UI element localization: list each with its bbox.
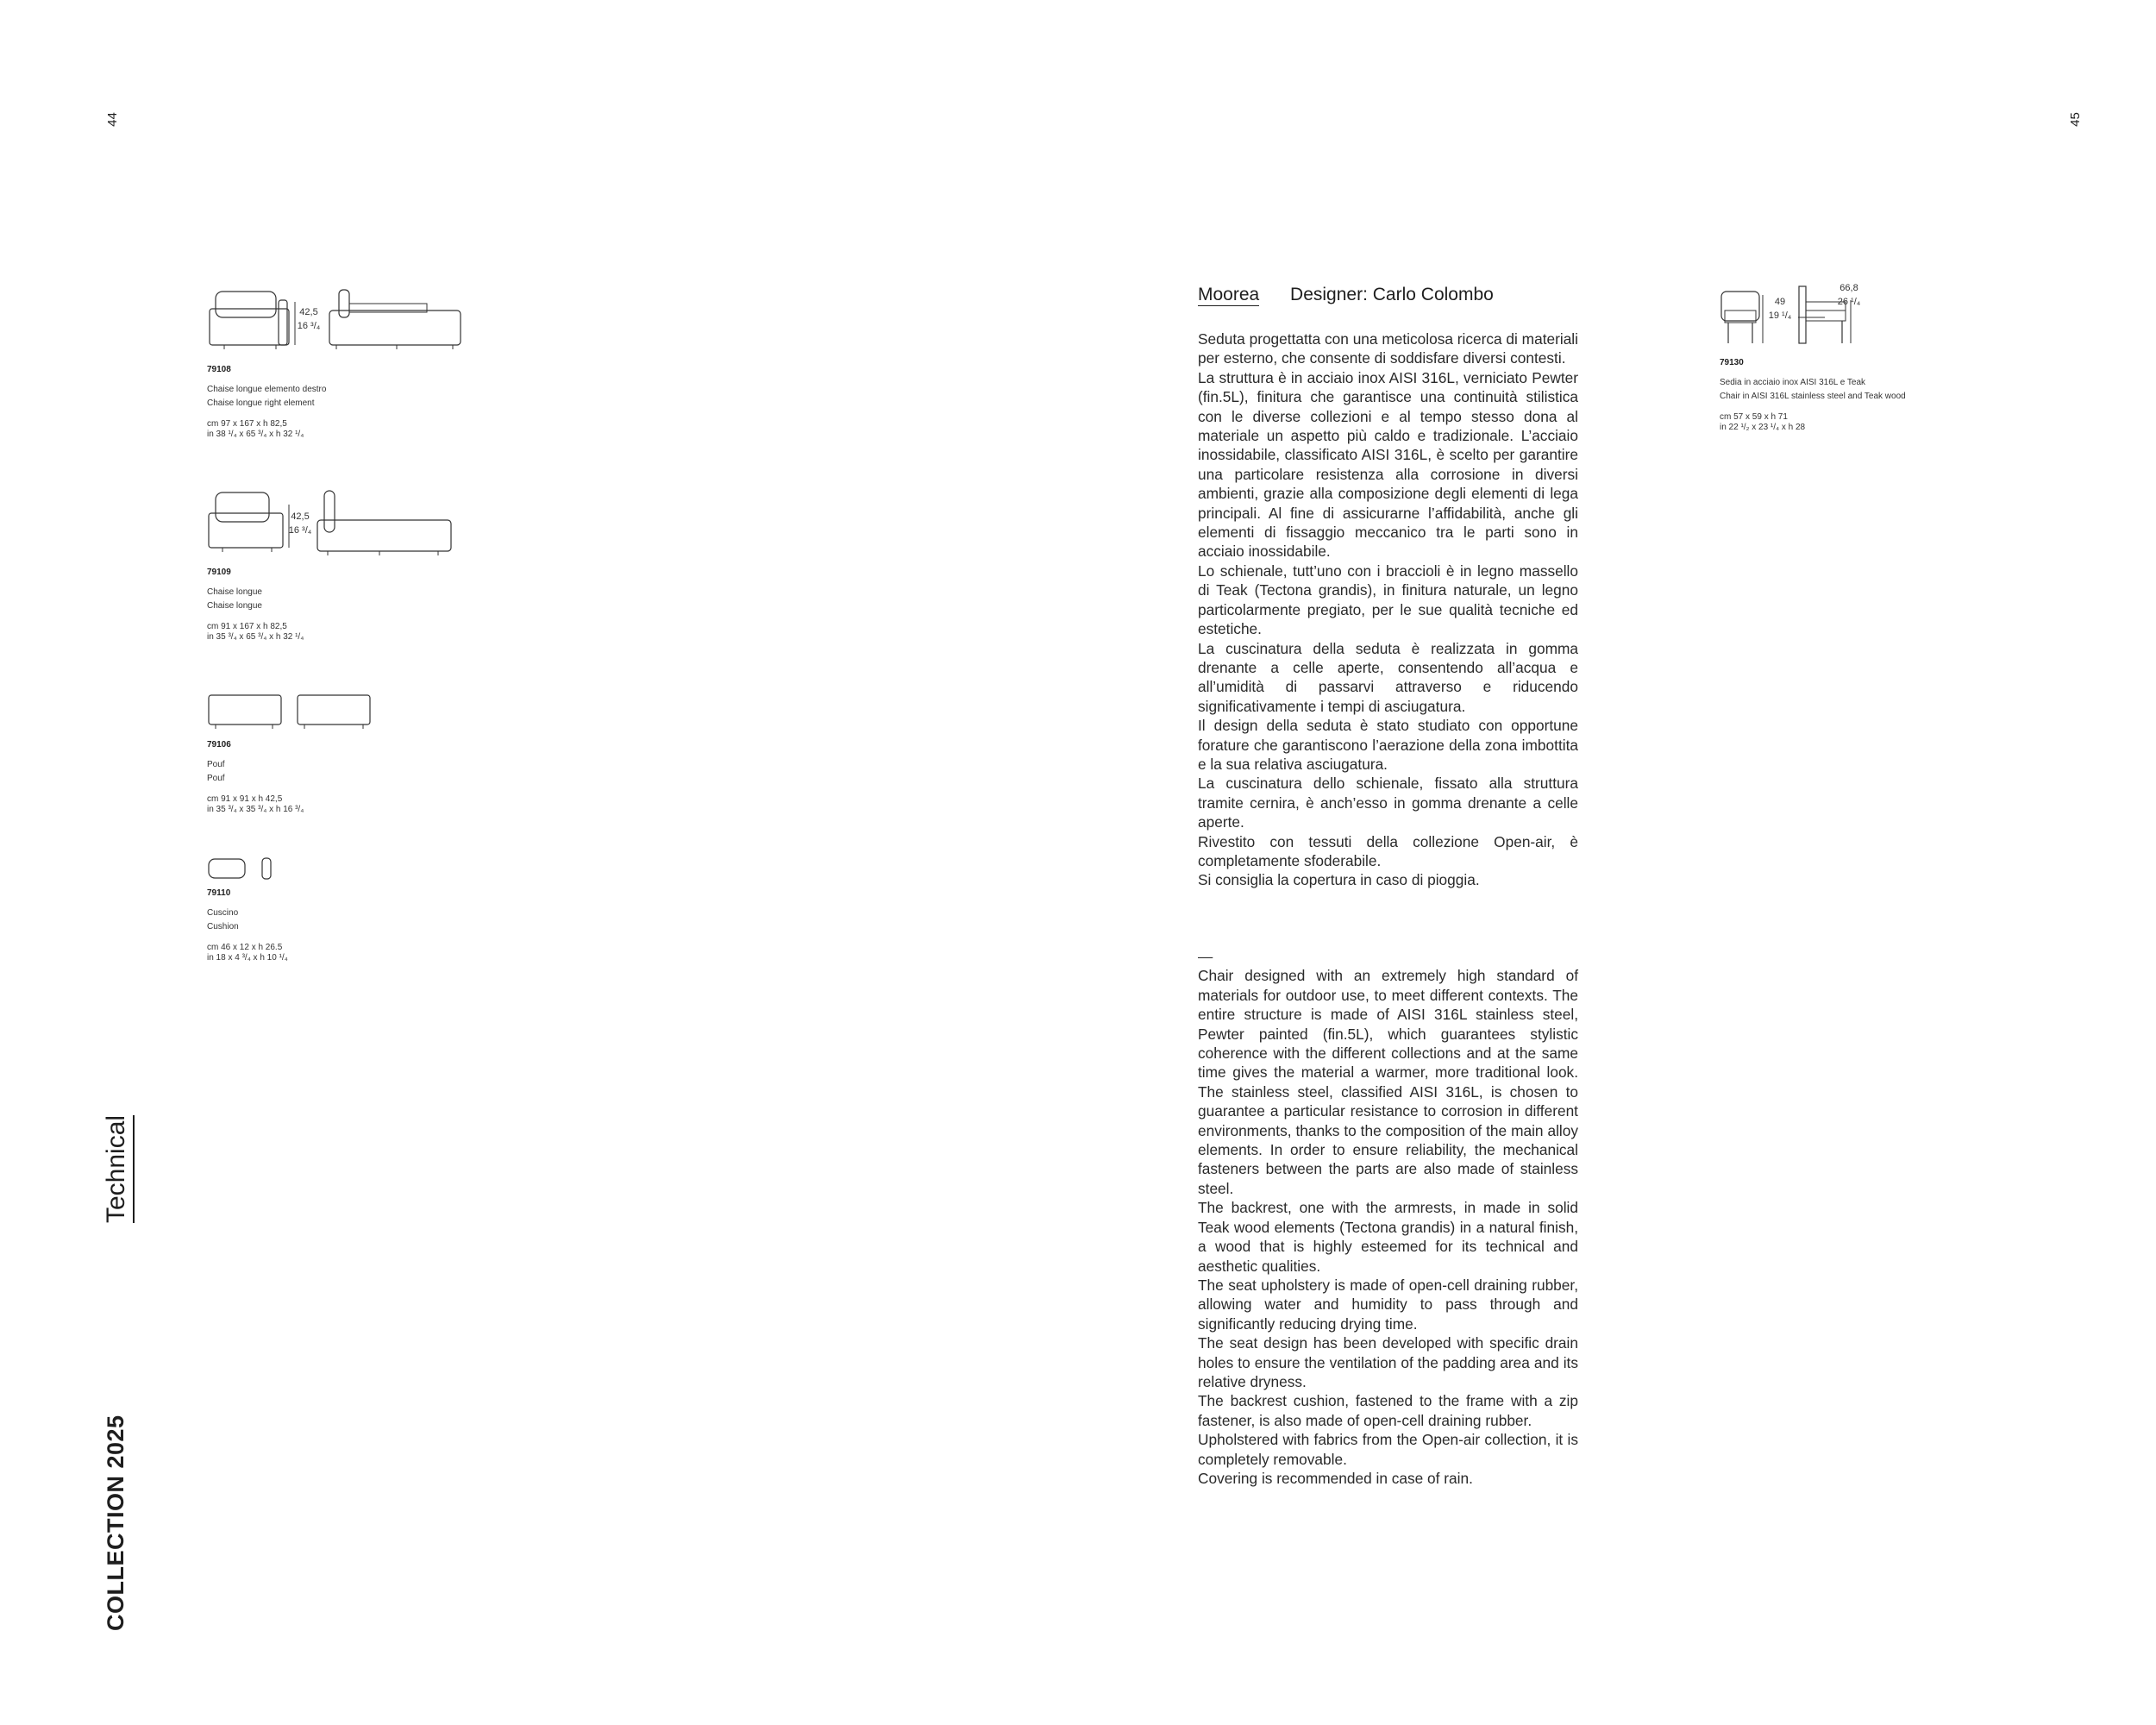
paragraph-it: Rivestito con tessuti della collezione Open-air, è completamente sfoderabile. (1198, 832, 1578, 869)
chaise-longue-right-drawing (207, 285, 466, 358)
article-title-row (1198, 285, 1494, 305)
product-name-it: Chaise longue elemento destro (207, 385, 327, 394)
dims-in: in 38 ¹/₄ x 65 ³/₄ x h 32 ¹/₄ (207, 430, 304, 439)
dims-in: in 22 ¹/₂ x 23 ¹/₄ x h 28 (1720, 423, 1806, 432)
pouf-drawing (207, 690, 466, 733)
product-79109 (207, 487, 483, 643)
product-name-en: Chaise longue right element (207, 398, 315, 408)
height-cm: 42,5 (299, 307, 318, 317)
designer-credit: Designer: Carlo Colombo (1290, 285, 1494, 304)
paragraph-en: Covering is recommended in case of rain. (1198, 1469, 1473, 1487)
paragraph-en: The backrest, one with the armrests, in made in solid Teak wood elements (Tectona grandis) in a natural finish, a wood that is highly esteemed for its technical and aesthetic qualities. (1198, 1199, 1578, 1275)
dims-cm: cm 57 x 59 x h 71 (1720, 412, 1788, 422)
paragraph-it: Si consiglia la copertura in caso di pioggia. (1198, 871, 1480, 889)
paragraph-it: Seduta progettatta con una meticolosa ricerca di materiali per esterno, che consente di soddisfare diversi contesti. (1198, 330, 1578, 367)
height-in: 16 ³/₄ (297, 321, 321, 331)
height-cm: 42,5 (291, 511, 310, 522)
product-name-en: Pouf (207, 774, 225, 783)
product-name-it: Pouf (207, 760, 225, 769)
paragraph-en: The seat upholstery is made of open-cell draining rubber, allowing water and humidity to pass through and significantly reducing drying time. (1198, 1276, 1578, 1333)
arm-height-cm: 66,8 (1839, 283, 1858, 293)
page-number-right: 45 (2067, 112, 2083, 127)
product-name-it: Sedia in acciaio inox AISI 316L e Teak (1720, 378, 1866, 387)
paragraph-it: Lo schienale, tutt’uno con i braccioli è in legno massello di Teak (Tectona grandis), in finitura naturale, un legno particolarmente pregiato, per le sue qualità tecniche ed estetiche. (1198, 561, 1578, 638)
dims-in: in 18 x 4 ³/₄ x h 10 ¹/₄ (207, 953, 288, 963)
dims-in: in 35 ³/₄ x 35 ³/₄ x h 16 ³/₄ (207, 805, 304, 814)
page-number-left: 44 (104, 112, 120, 127)
product-name-it: Chaise longue (207, 587, 262, 597)
product-name-en: Chaise longue (207, 601, 262, 611)
italian-description (1198, 329, 1578, 890)
product-79108 (207, 285, 483, 440)
product-code: 79106 (207, 740, 231, 750)
paragraph-it: La struttura è in acciaio inox AISI 316L, verniciato Pewter (fin.5L), finitura che garantisce una continuità stilistica con le diverse collezioni e al tempo stesso dona al materiale un aspetto più caldo e tradizionale. L’acciaio inossidabile, classificato AISI 316L, è scelto per garantire una particolare resistenza alla corrosione in diversi ambienti, grazie alla composizione degli elementi di lega principali. Al fine di assicurarne l’affidabilità, anche gli elementi di fissaggio meccanico tra le parti sono in acciaio inossidabile. (1198, 368, 1578, 561)
seat-height-cm: 49 (1774, 297, 1786, 307)
section-label-technical: Technical (102, 1115, 135, 1223)
height-in: 16 ³/₄ (288, 525, 312, 536)
product-79130 (1720, 285, 1978, 433)
paragraph-it: La cuscinatura della seduta è realizzata in gomma drenante a celle aperte, consentendo all’acqua e all’umidità di passarvi attraverso e riducendo significativamente i tempi di asciugatura. (1198, 639, 1578, 715)
dims-cm: cm 91 x 91 x h 42,5 (207, 794, 283, 804)
paragraph-it: Il design della seduta è stato studiato con opportune forature che garantiscono l’aerazione della zona imbottita e la sua relativa asciugatura. (1198, 717, 1578, 773)
separator-dash: — (1198, 948, 1213, 965)
product-79106 (207, 690, 483, 815)
product-code: 79108 (207, 365, 231, 374)
collection-name: Moorea (1198, 285, 1260, 304)
arm-height-in: 26 ¹/₄ (1837, 297, 1861, 307)
paragraph-en: The backrest cushion, fastened to the frame with a zip fastener, is also made of open-cell draining rubber. (1198, 1392, 1578, 1429)
paragraph-en: Chair designed with an extremely high standard of materials for outdoor use, to meet different contexts. The entire structure is made of AISI 316L stainless steel, Pewter painted (fin.5L), which guarantees stylistic coherence with the different collections and at the same time gives the material a warmer, more traditional look. The stainless steel, classified AISI 316L, is chosen to guarantee a particular resistance to corrosion in different environments, thanks to the composition of the main alloy elements. In order to ensure reliability, the mechanical fasteners between the parts are also made of stainless steel. (1198, 967, 1578, 1197)
product-code: 79110 (207, 888, 231, 898)
paragraph-it: La cuscinatura dello schienale, fissato alla struttura tramite cernira, è anch’esso in gomma drenante a celle aperte. (1198, 775, 1578, 831)
collection-label: COLLECTION 2025 (103, 1414, 128, 1631)
dims-cm: cm 46 x 12 x h 26.5 (207, 943, 283, 952)
paragraph-en: The seat design has been developed with specific drain holes to ensure the ventilation of the padding area and its relative dryness. (1198, 1334, 1578, 1390)
paragraph-en: Upholstered with fabrics from the Open-air collection, it is completely removable. (1198, 1431, 1578, 1468)
product-79110 (207, 854, 483, 963)
product-name-en: Chair in AISI 316L stainless steel and Teak wood (1720, 392, 1906, 401)
product-name-it: Cuscino (207, 908, 239, 918)
dims-cm: cm 97 x 167 x h 82,5 (207, 419, 287, 429)
dims-cm: cm 91 x 167 x h 82,5 (207, 622, 287, 631)
seat-height-in: 19 ¹/₄ (1768, 310, 1792, 321)
chaise-longue-drawing (207, 487, 466, 561)
cushion-drawing (207, 854, 466, 881)
product-code: 79130 (1720, 358, 1744, 367)
dims-in: in 35 ³/₄ x 65 ³/₄ x h 32 ¹/₄ (207, 632, 304, 642)
english-description (1198, 947, 1578, 1488)
product-name-en: Cushion (207, 922, 239, 932)
product-code: 79109 (207, 568, 231, 577)
